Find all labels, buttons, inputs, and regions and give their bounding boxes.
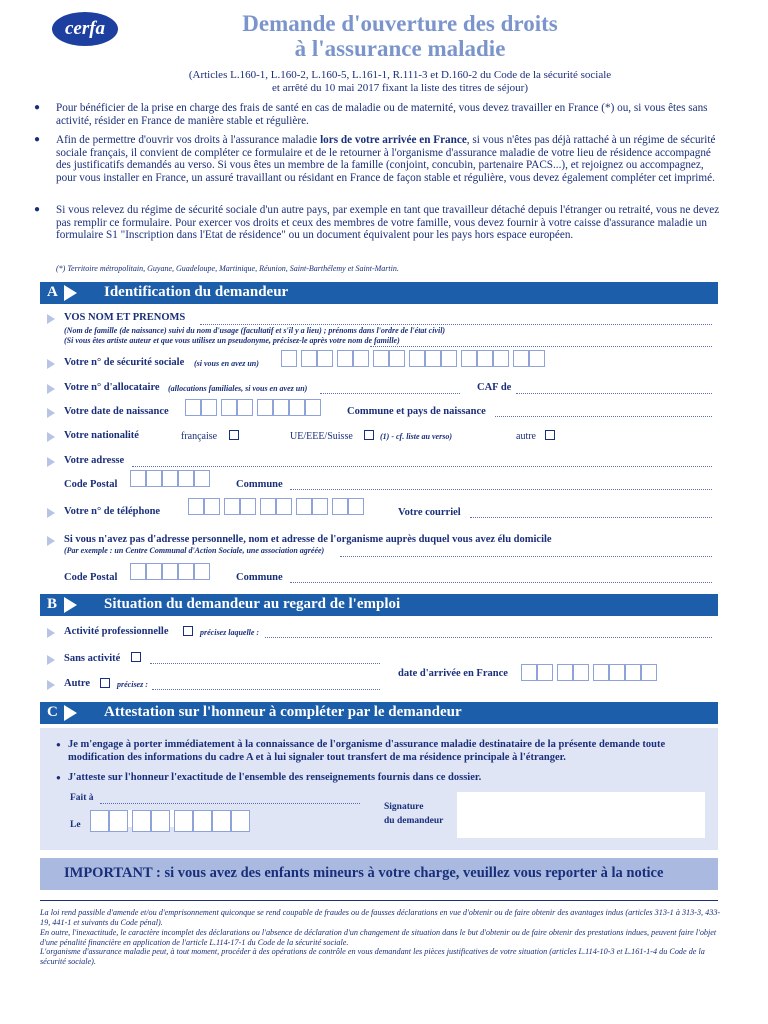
email-input-line[interactable]: [470, 517, 712, 518]
birthplace-input-line[interactable]: [495, 416, 712, 417]
section-title: Attestation sur l'honneur à compléter par le demandeur: [104, 704, 462, 720]
nationality-ue-checkbox[interactable]: [364, 430, 374, 440]
alloc-input-line[interactable]: [320, 393, 460, 394]
fait-a-label: Fait à: [70, 793, 94, 803]
other-situation-input-line[interactable]: [152, 689, 380, 690]
arrival-date-cells[interactable]: [521, 664, 657, 681]
no-activity-label: Sans activité: [64, 653, 121, 664]
signature-box[interactable]: [457, 792, 705, 838]
arrow-right-icon: [64, 597, 77, 613]
triangle-marker-icon: [47, 359, 55, 369]
section-title: Identification du demandeur: [104, 284, 289, 300]
alloc-label: Votre n° d'allocataire: [64, 382, 160, 393]
intro-text-3: Si vous relevez du régime de sécurité sociale d'un autre pays, par exemple en tant que travailleur détaché depuis l'étranger ou retraité, vous ne devez pas remplir ce formulaire. Pour exercer vos droits et ceux des membres de votre famille, vous devez fournir à votre caisse d'assurance maladie un formulaire S1 "Inscription dans l'Etat de résidence" ou un document équivalent pour les pays hors espace européen.: [56, 204, 720, 242]
triangle-marker-icon: [47, 457, 55, 467]
nationality-label: Votre nationalité: [64, 430, 139, 441]
arrival-date-label: date d'arrivée en France: [398, 668, 508, 679]
postal-code-cells-2[interactable]: [130, 563, 210, 580]
triangle-marker-icon: [47, 432, 55, 442]
secu-number-cells[interactable]: [281, 350, 545, 367]
section-b-header: [40, 594, 718, 616]
birthdate-cells[interactable]: [185, 399, 321, 416]
postal-code-label: Code Postal: [64, 479, 118, 490]
intro-paragraph-2: [34, 134, 724, 184]
professional-activity-label: Activité professionnelle: [64, 626, 169, 637]
birthplace-label: Commune et pays de naissance: [347, 406, 486, 417]
postal-code-label-2: Code Postal: [64, 572, 118, 583]
legal-references-line2: et arrêté du 10 mai 2017 fixant la liste des titres de séjour): [272, 82, 528, 94]
activity-input-line[interactable]: [265, 637, 712, 638]
no-activity-line: [150, 663, 380, 664]
email-label: Votre courriel: [398, 507, 461, 518]
triangle-marker-icon: [47, 408, 55, 418]
name-help-2: (Si vous êtes artiste auteur et que vous utilisez un pseudonyme, précisez-le après votre nom de famille): [64, 336, 400, 345]
nationality-french-label: française: [181, 431, 218, 442]
form-title-line1: Demande d'ouverture des droits: [242, 11, 558, 36]
precisez-label: précisez :: [117, 680, 148, 689]
legal-text-3: L'organisme d'assurance maladie peut, à tout moment, procéder à des opérations de contrôle en vous demandant les pièces justificatives de votre situation (articles L.114-10-3 et L.161-1-4 du Code de la sécurité sociale).: [40, 947, 705, 966]
triangle-marker-icon: [47, 314, 55, 324]
phone-label: Votre n° de téléphone: [64, 506, 161, 517]
domicile-help: (Par exemple : un Centre Communal d'Action Sociale, une association agréée): [64, 546, 325, 555]
triangle-marker-icon: [47, 384, 55, 394]
signature-date-cells[interactable]: [90, 810, 250, 832]
triangle-marker-icon: [47, 655, 55, 665]
section-a-header: [40, 282, 718, 304]
nationality-other-checkbox[interactable]: [545, 430, 555, 440]
triangle-marker-icon: [47, 680, 55, 690]
bullet-icon: ●: [34, 204, 41, 215]
domicile-input-line[interactable]: [340, 556, 712, 557]
name-input-line-2[interactable]: [370, 346, 712, 347]
intro-text-1: Pour bénéficier de la prise en charge des frais de santé en cas de maladie ou de maternité, vous devez travailler en France (*) ou, si vous êtes sans activité, résider en France de manière stable et régulière.: [56, 102, 708, 127]
intro-text-2: Afin de permettre d'ouvrir vos droits à l'assurance maladie lors de votre arrivée en France, si vous n'êtes pas déjà rattaché à un régime de sécurité sociale français, il convient de compléter ce formulaire et de le retourner à l'organisme d'assurance maladie de votre lieu de résidence accompagné des justificatifs demandés au verso. Si vous êtes un membre de la famille (conjoint, concubin, partenaire PACS...), et rejoignez ou accompagnez, pour vous installer en France, un assuré travaillant ou résidant en France de façon stable et régulière, vous devez également compléter cet imprimé.: [56, 134, 716, 184]
legal-references-line1: (Articles L.160-1, L.160-2, L.160-5, L.161-1, R.111-3 et D.160-2 du Code de la sécurité sociale: [188, 69, 612, 81]
bullet-icon: ●: [56, 773, 61, 782]
le-label: Le: [70, 820, 81, 830]
triangle-marker-icon: [47, 628, 55, 638]
nationality-ue-note: (1) - cf. liste au verso): [380, 432, 452, 441]
important-banner: [40, 858, 718, 890]
nationality-ue-label: UE/EEE/Suisse: [290, 431, 353, 442]
legal-text-2: En outre, l'inexactitude, le caractère incomplet des déclarations ou l'absence de déclaration d'un changement de situation dans le but d'obtenir ou de faire obtenir des prestations indues, peuvent faire l'objet d'une pénalité financière en application de l'article L.114-17-1 du Code de la sécurité sociale.: [40, 928, 717, 947]
important-text: IMPORTANT : si vous avez des enfants mineurs à votre charge, veuillez vous reporter à la notice: [64, 865, 664, 881]
arrow-right-icon: [64, 285, 77, 301]
other-situation-label: Autre: [64, 678, 91, 689]
domicile-label: Si vous n'avez pas d'adresse personnelle, nom et adresse de l'organisme auprès duquel vous avez élu domicile: [64, 534, 552, 545]
legal-text-1: La loi rend passible d'amende et/ou d'emprisonnement quiconque se rend coupable de fraudes ou de fausses déclarations en vue d'obtenir ou de faire obtenir des avantages indus (articles 313-1 à 313-3, 433-19, 441-1 et suivants du Code pénal).: [40, 908, 721, 927]
caf-input-line[interactable]: [516, 393, 712, 394]
no-activity-checkbox[interactable]: [131, 652, 141, 662]
precisez-laquelle-label: précisez laquelle :: [200, 628, 260, 637]
caf-label: CAF de: [477, 382, 512, 393]
fait-a-input-line[interactable]: [100, 803, 360, 804]
section-c-header: [40, 702, 718, 724]
name-input-line[interactable]: [200, 324, 712, 325]
atteste-text: ● J'atteste sur l'honneur l'exactitude de l'ensemble des renseignements fournis dans ce dossier.: [56, 772, 482, 783]
intro-paragraph-3: [34, 204, 724, 242]
name-help-1: (Nom de famille (de naissance) suivi du nom d'usage (facultatif et s'il y a lieu) ; prénoms dans l'ordre de l'état civil): [64, 326, 446, 335]
signature-label-2: du demandeur: [384, 816, 444, 826]
secu-label: Votre n° de sécurité sociale: [64, 357, 185, 368]
city-input-line[interactable]: [290, 489, 712, 490]
engagement-text: ● Je m'engage à porter immédiatement à la connaissance de l'organisme d'assurance maladie destinataire de la présente demande toute modification des informations du cadre A et à lui signaler tout transfert de ma résidence principale à l'étranger.: [56, 739, 666, 763]
cerfa-logo: cerfa: [52, 12, 118, 46]
nationality-french-checkbox[interactable]: [229, 430, 239, 440]
arrow-right-icon: [64, 705, 77, 721]
bullet-icon: ●: [34, 102, 41, 113]
bullet-icon: ●: [34, 134, 41, 145]
city-input-line-2[interactable]: [290, 582, 712, 583]
bullet-icon: ●: [56, 740, 61, 749]
postal-code-cells[interactable]: [130, 470, 210, 487]
phone-cells[interactable]: [188, 498, 364, 515]
signature-label-1: Signature: [384, 802, 424, 812]
triangle-marker-icon: [47, 508, 55, 518]
triangle-marker-icon: [47, 536, 55, 546]
intro-paragraph-1: [34, 102, 724, 127]
territory-footnote: (*) Territoire métropolitain, Guyane, Guadeloupe, Martinique, Réunion, Saint-Barthélemy et Saint-Martin.: [56, 264, 399, 273]
secu-help: (si vous en avez un): [194, 359, 259, 368]
section-letter: C: [47, 704, 58, 720]
other-situation-checkbox[interactable]: [100, 678, 110, 688]
alloc-help: (allocations familiales, si vous en avez un): [168, 384, 308, 393]
form-title-line2: à l'assurance maladie: [294, 36, 506, 61]
address-input-line[interactable]: [132, 466, 712, 467]
city-label: Commune: [236, 479, 283, 490]
nationality-other-label: autre: [516, 431, 536, 442]
address-label: Votre adresse: [64, 455, 125, 466]
name-label: VOS NOM ET PRENOMS: [64, 312, 186, 323]
section-letter: B: [47, 596, 58, 612]
city-label-2: Commune: [236, 572, 283, 583]
section-letter: A: [47, 284, 58, 300]
birthdate-label: Votre date de naissance: [64, 406, 169, 417]
footer-divider: [40, 900, 718, 901]
section-title: Situation du demandeur au regard de l'emploi: [104, 596, 401, 612]
professional-activity-checkbox[interactable]: [183, 626, 193, 636]
